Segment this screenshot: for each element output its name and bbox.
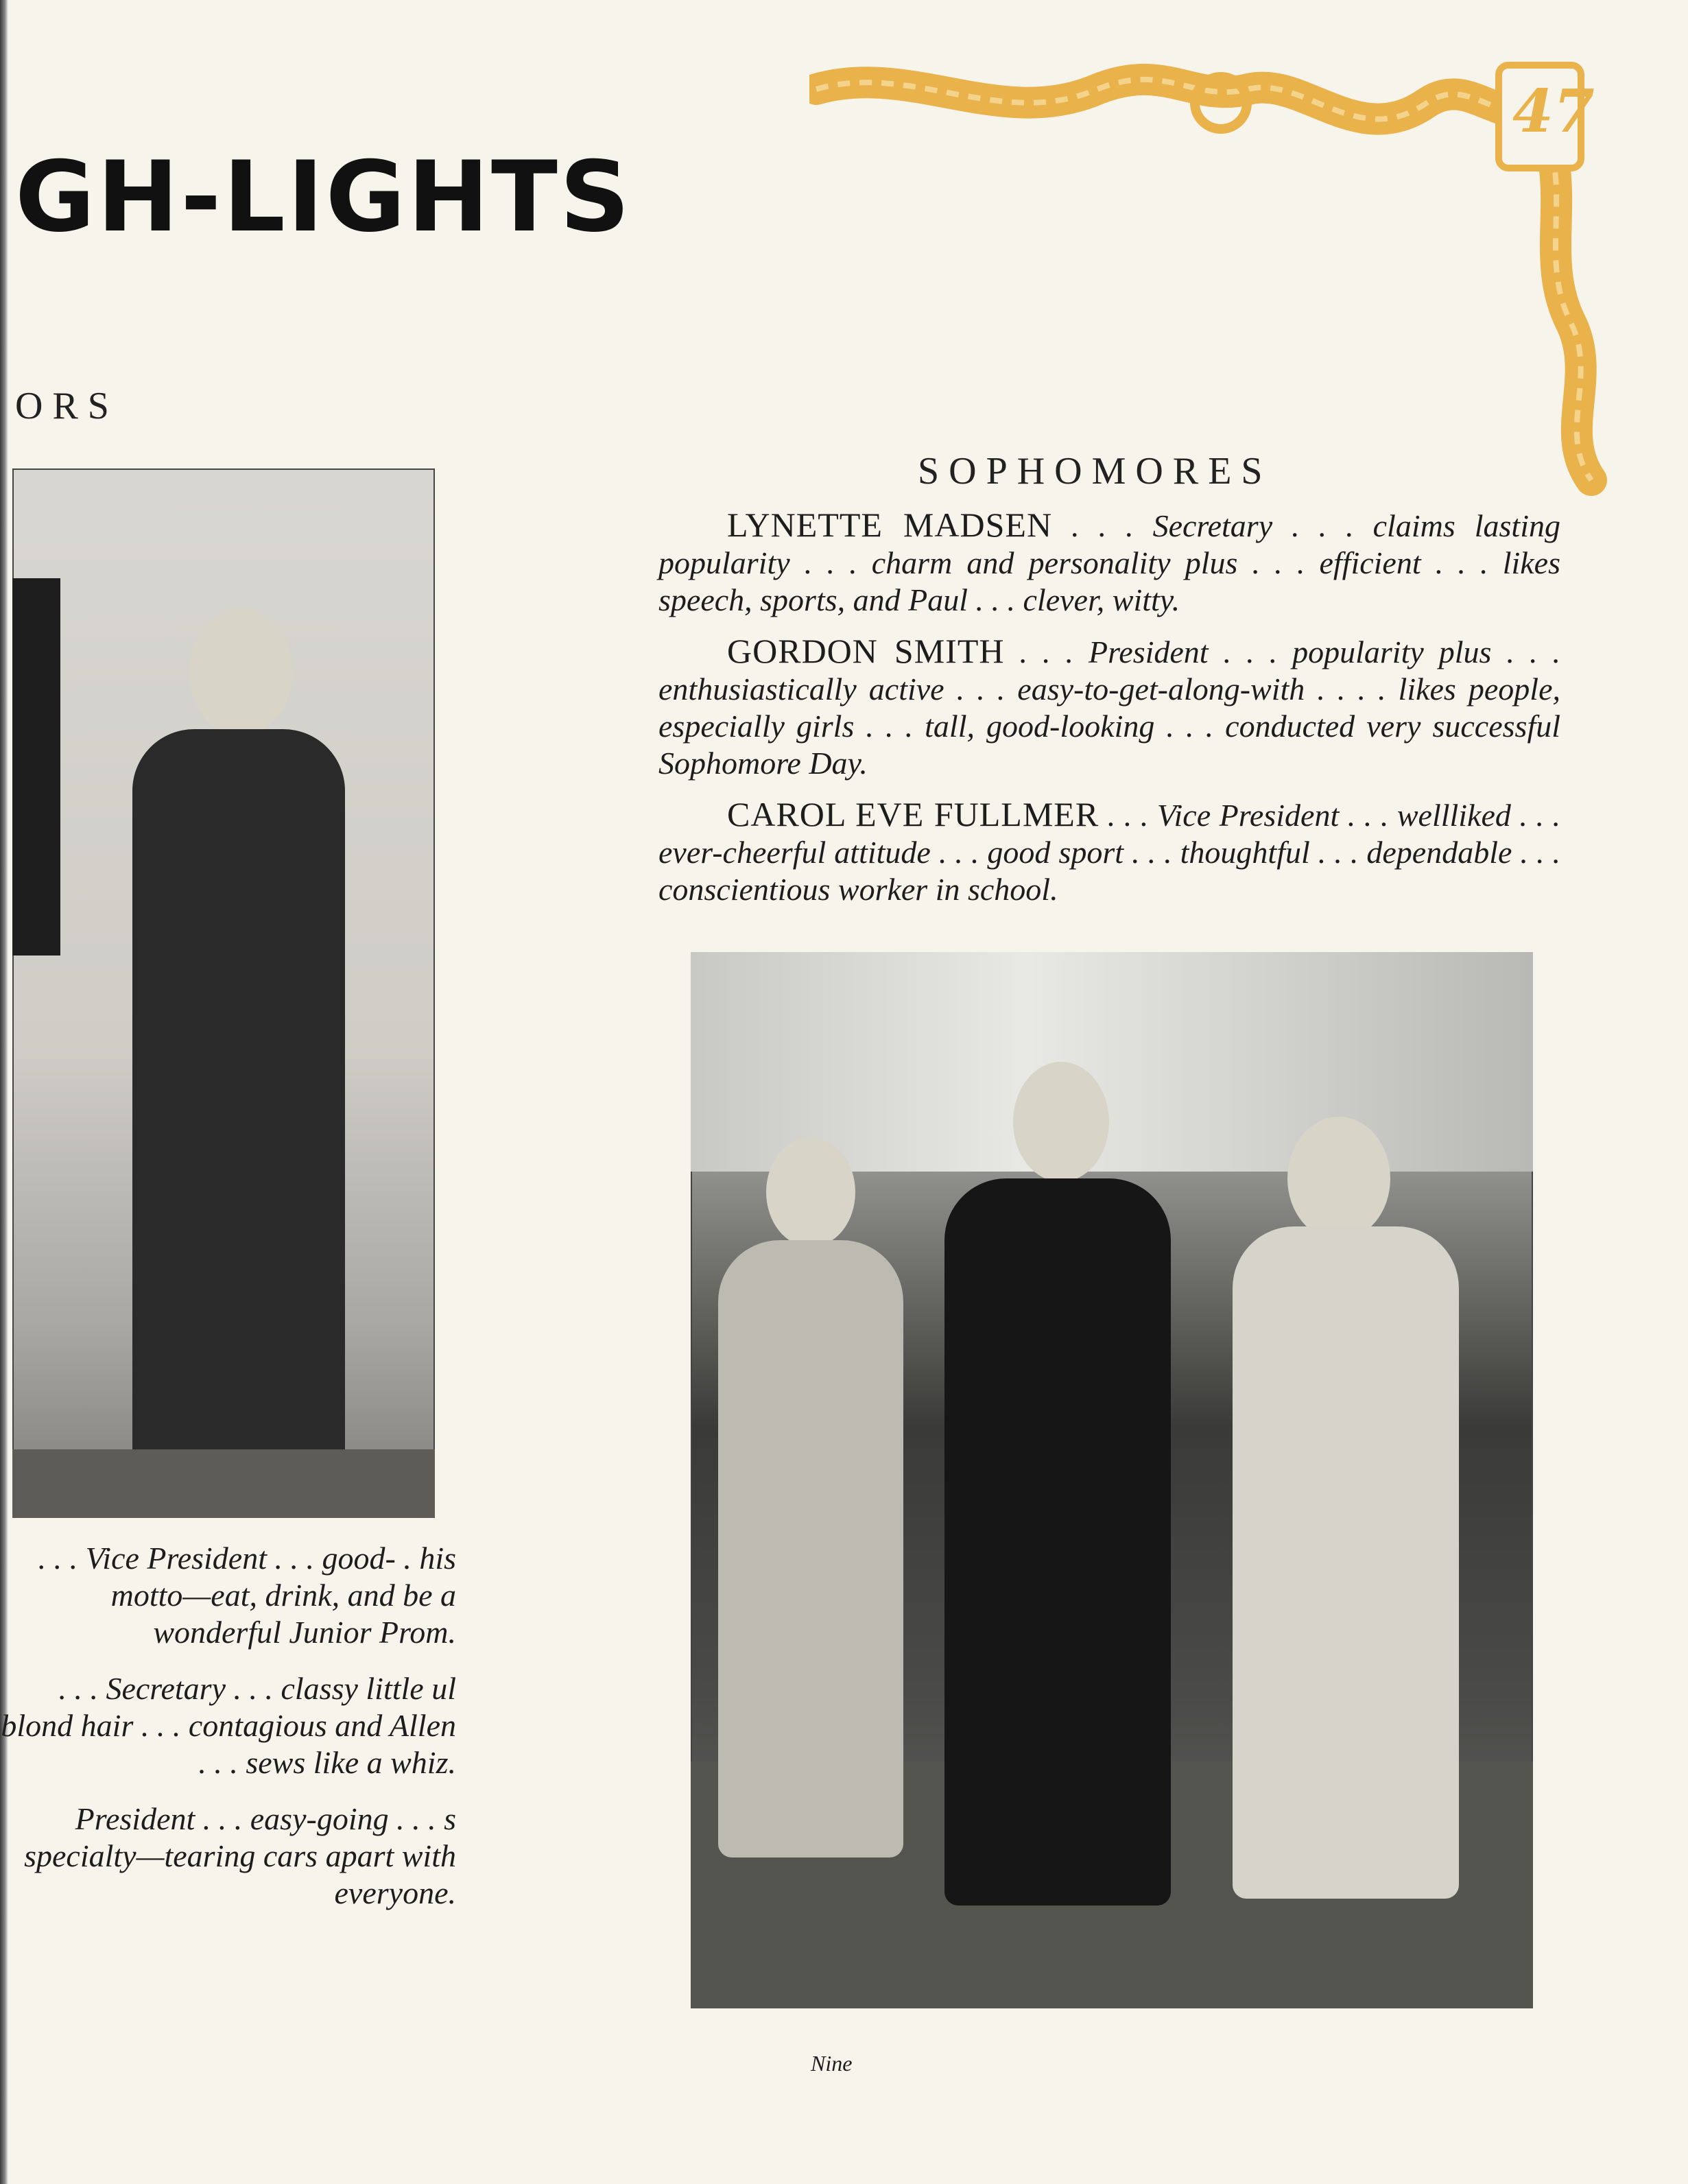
- section-title-sophomores: SOPHOMORES: [918, 450, 1272, 492]
- bio-text: . . . Secretary . . . claims lasting popularity . . . charm and personality plus . . . efficient . . . likes speech, sports, and Paul . . . clever, witty.: [658, 508, 1560, 617]
- bio-paragraph: [658, 796, 1560, 908]
- figure-head: [766, 1137, 855, 1247]
- bio-name: LYNETTE MADSEN: [727, 506, 1053, 544]
- ribbon-ornament-icon: [809, 48, 1619, 501]
- bio-paragraph: [658, 632, 1560, 782]
- bio-name: GORDON SMITH: [727, 632, 1005, 670]
- junior-bios: [0, 1540, 456, 1931]
- bio-paragraph: . . . Secretary . . . classy little ul blond hair . . . contagious and Allen . . . sews like a whiz.: [1, 1671, 456, 1780]
- photo-ground: [12, 1449, 435, 1518]
- bio-text: . . . Vice President . . . wellliked . . . ever-cheerful attitude . . . good sport . . . thoughtful . . . dependable . . . conscientious worker in school.: [658, 798, 1560, 907]
- sophomore-officers-photo: [691, 952, 1533, 2008]
- page-number: Nine: [811, 2051, 853, 2076]
- figure-center: [944, 1178, 1171, 1906]
- section-title-left: ORS: [15, 385, 119, 427]
- figure-right: [1233, 1226, 1459, 1899]
- figure-head: [189, 609, 292, 736]
- figure-head: [1013, 1062, 1109, 1182]
- bio-paragraph: President . . . easy-going . . . s specialty—tearing cars apart with everyone.: [24, 1801, 456, 1910]
- figure-suit: [132, 729, 345, 1497]
- bio-paragraph: [658, 506, 1560, 619]
- junior-officer-photo: [12, 468, 435, 1518]
- sophomore-bios: [658, 506, 1560, 922]
- year-mark: 47: [1512, 77, 1595, 146]
- bio-name: CAROL EVE FULLMER: [727, 795, 1099, 833]
- figure-head: [1287, 1117, 1390, 1240]
- bio-text: . . . President . . . popularity plus . . . enthusiastically active . . . easy-to-get-along-with . . . . likes people, especially girls . . . tall, good-looking . . . conducted very successful Sophomore Day.: [658, 634, 1560, 781]
- window-shadow: [12, 578, 60, 956]
- bio-paragraph: . . . Vice President . . . good- . his motto—eat, drink, and be a wonderful Junior Prom.: [38, 1541, 456, 1650]
- figure-left: [718, 1240, 903, 1857]
- page-heading: GH-LIGHTS: [15, 141, 632, 254]
